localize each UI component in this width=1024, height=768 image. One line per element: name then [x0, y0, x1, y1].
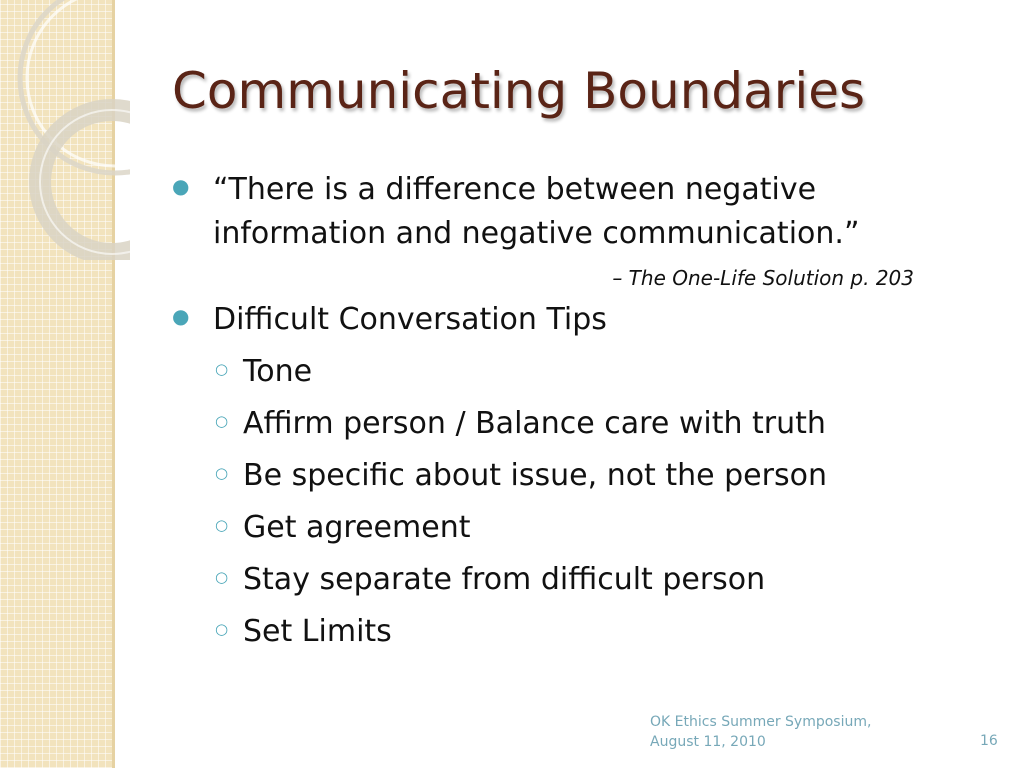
bullet-tips	[170, 298, 930, 654]
bullet-list	[170, 168, 930, 662]
quote-source: – The One-Life Solution p. 203	[612, 266, 914, 290]
sub-bullet-text: Tone	[243, 354, 313, 389]
sub-bullet-item	[213, 610, 930, 654]
sub-bullet-icon: ○	[215, 360, 229, 378]
bullet-quote	[170, 168, 930, 298]
sub-bullet-icon: ○	[215, 464, 229, 482]
sub-bullet-text: Get agreement	[243, 510, 471, 545]
sub-bullet-text: Affirm person / Balance care with truth	[243, 406, 826, 441]
sub-bullet-item	[213, 506, 930, 550]
bullet-icon: ●	[172, 304, 190, 328]
sub-bullet-text: Set Limits	[243, 614, 392, 649]
slide-title: Communicating Boundaries	[172, 62, 866, 120]
footer-line-2: August 11, 2010	[650, 734, 766, 750]
sub-bullet-item	[213, 350, 930, 394]
slide-number: 16	[980, 733, 998, 749]
tips-heading: Difficult Conversation Tips	[213, 302, 607, 337]
sub-bullet-item	[213, 454, 930, 498]
footer-text	[650, 712, 890, 752]
sub-bullet-icon: ○	[215, 568, 229, 586]
sub-bullet-text: Be specific about issue, not the person	[243, 458, 827, 493]
sub-bullet-icon: ○	[215, 516, 229, 534]
sub-bullet-icon: ○	[215, 620, 229, 638]
tips-sub-list	[213, 350, 930, 654]
footer-line-1: OK Ethics Summer Symposium,	[650, 714, 872, 730]
sub-bullet-text: Stay separate from difficult person	[243, 562, 766, 597]
sub-bullet-icon: ○	[215, 412, 229, 430]
decorative-rings	[0, 0, 130, 260]
sub-bullet-item	[213, 402, 930, 446]
sub-bullet-item	[213, 558, 930, 602]
quote-text: “There is a difference between negative information and negative communication.”	[213, 172, 860, 251]
bullet-icon: ●	[172, 174, 190, 198]
